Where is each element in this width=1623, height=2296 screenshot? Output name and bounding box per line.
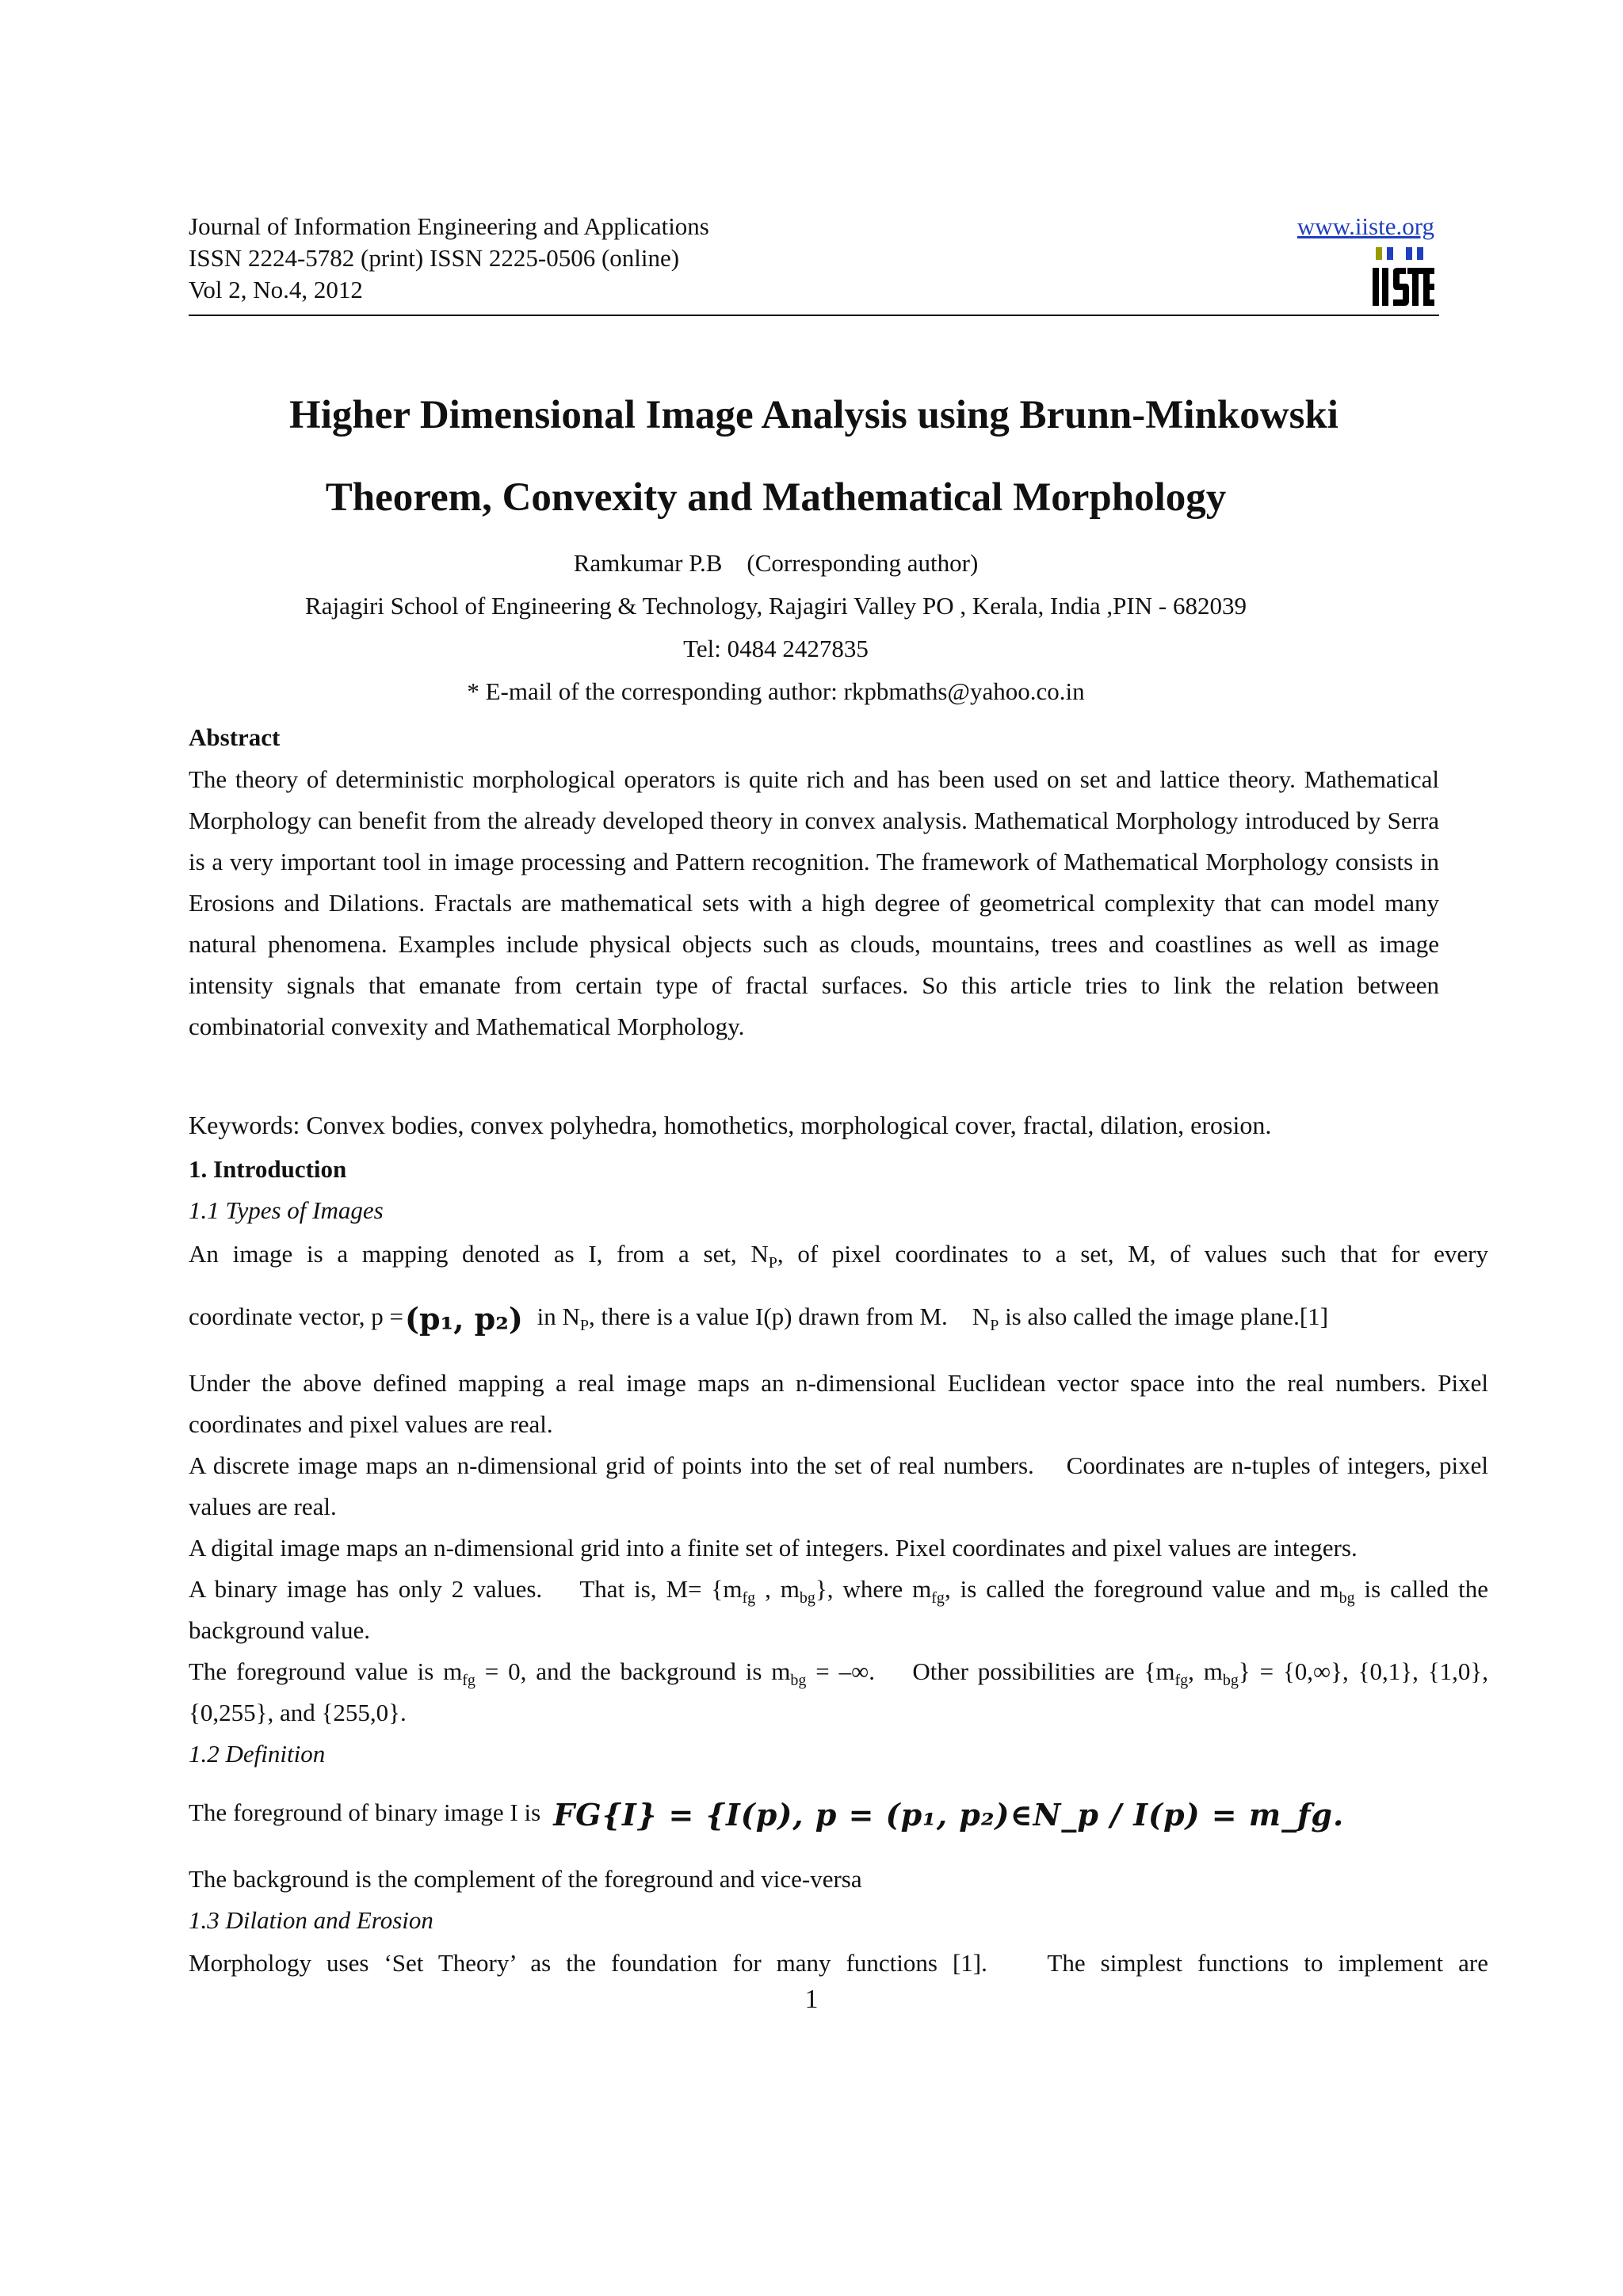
abstract-heading: Abstract [189,723,281,751]
author-telephone: Tel: 0484 2427835 [683,635,869,662]
paragraph-background: The background is the complement of the foreground and vice-versa [189,1865,862,1893]
paragraph-binary-image: A binary image has only 2 values. That is, $M= \{m_{fg}$ , $m_{bg}$}, where $m_{fg}$, is called the foreground value and $m_{bg}$ is called the background value. [189,1575,1495,1644]
keywords: Keywords: Convex bodies, convex polyhedra, homothetics, morphological cover, fractal, dilation, erosion. [189,1111,1272,1139]
page-number: 1 [804,1985,819,2014]
header-rule [189,315,1439,316]
journal-header [189,211,709,306]
abstract-text: The theory of deterministic morphological operators is quite rich and has been used on set and lattice theory. Mathematical Morphology can benefit from the already developed theory in convex analysis. Mathematical Morphology introduced by Serra is a very important tool in image processing and Pattern recognition. The framework of Mathematical Morphology consists in Erosions and Dilations. Fractals are mathematical sets with a high degree of geometrical complexity that can model many natural phenomena. Examples include physical objects such as clouds, mountains, trees and coastlines as well as image intensity signals that emanate from certain type of fractal surfaces. So this article tries to link the relation between combinatorial convexity and Mathematical Morphology. [189,765,1439,1040]
journal-volume: Vol 2, No.4, 2012 [189,276,363,303]
iiste-logo-icon [1371,244,1436,307]
paper-title-line-2: Theorem, Convexity and Mathematical Morphology [325,475,1227,520]
paragraph-coordinate-vector: coordinate vector, p =(p₁, p₂) in $N_P$, there is a value I(p) drawn from M. $N_P$ is also called the image plane.[1] [189,1296,1488,1340]
paragraph-image-mapping: An image is a mapping denoted as I, from a set, $N_P$, of pixel coordinates to a set, M, of values such that for every [189,1240,1488,1272]
paragraph-foreground-definition: The foreground of binary image I is FG{I} = {I(p), p = (p₁, p₂)∈N_p / I(p) = m_fg. [189,1792,1488,1836]
author-email: * E-mail of the corresponding author: rkpbmaths@yahoo.co.in [467,677,1085,705]
subsection-heading-types-of-images: 1.1 Types of Images [189,1196,384,1224]
paragraph-foreground-value: The foreground value is $m_{fg} = 0$, and the background is $m_{bg}$ = –∞. Other possibilities are {$m_{fg}$, $m_{bg}\} = \{0,\infty\}$, {0,1}, {1,0}, {0,255}, and {255,0}. [189,1657,1513,1726]
paper-title-line-1: Higher Dimensional Image Analysis using Brunn-Minkowski [289,393,1338,437]
journal-name: Journal of Information Engineering and Applications [189,212,709,240]
paragraph-digital-image: A digital image maps an n-dimensional grid into a finite set of integers. Pixel coordinates and pixel values are integers. [189,1534,1358,1562]
subsection-heading-definition: 1.2 Definition [189,1740,326,1768]
paragraph-real-image: Under the above defined mapping a real image maps an n-dimensional Euclidean vector space into the real numbers. Pixel coordinates and pixel values are real. [189,1369,1488,1438]
author-name: Ramkumar P.B (Corresponding author) [573,549,979,577]
journal-url-link[interactable]: www.iiste.org [1296,212,1434,240]
paragraph-discrete-image: A discrete image maps an n-dimensional grid of points into the set of real numbers. Coordinates are n-tuples of integers, pixel values are real. [189,1451,1495,1520]
paragraph-morphology: Morphology uses ‘Set Theory’ as the foundation for many functions [1]. The simplest functions to implement are [189,1949,1488,1977]
subsection-heading-dilation-erosion: 1.3 Dilation and Erosion [189,1906,433,1934]
section-heading-introduction: 1. Introduction [189,1155,347,1183]
author-affiliation: Rajagiri School of Engineering & Technology, Rajagiri Valley PO , Kerala, India ,PIN - 682039 [305,592,1247,620]
journal-issn: ISSN 2224-5782 (print) ISSN 2225-0506 (online) [189,244,680,272]
coordinate-vector-formula: (p₁, p₂) [405,1300,523,1337]
foreground-formula: FG{I} = {I(p), p = (p₁, p₂)∈N_p / I(p) = m_fg. [553,1796,1345,1833]
